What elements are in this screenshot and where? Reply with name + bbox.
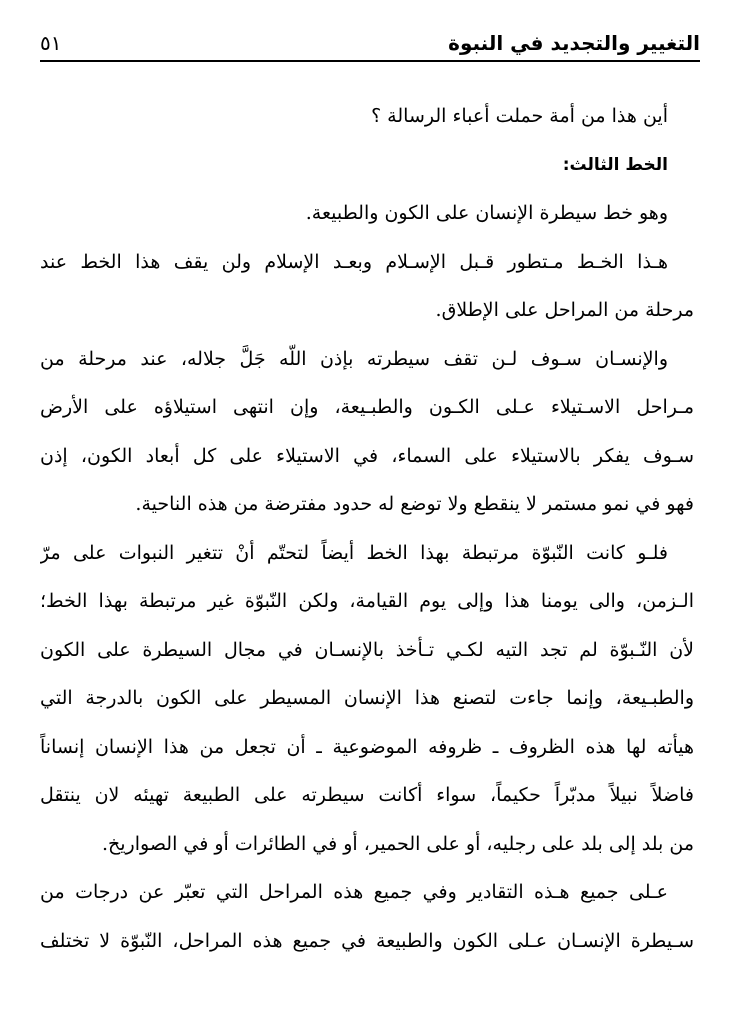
header-divider xyxy=(40,60,700,62)
running-title: التغيير والتجديد في النبوة xyxy=(448,31,700,55)
text-line: أين هذا من أمة حملت أعباء الرسالة ؟ xyxy=(371,105,668,127)
text-line: هيأته لها هذه الظروف ـ ظروفه الموضوعية ـ أن تجعل من هذا الإنسان إنساناً xyxy=(40,735,694,758)
text-line: الـزمن، والى يومنا هذا وإلى يوم القيامة، ولكن النّبوّة غير مرتبطة بهذا الخط؛ xyxy=(40,590,694,612)
page-number: ٥١ xyxy=(40,31,62,55)
text-line: مـراحل الاسـتيلاء عـلى الكـون والطبـيعة، وإن انتهى استيلاؤه على الأرض xyxy=(40,396,694,418)
text-line: سـيطرة الإنسـان عـلى الكون والطبيعة في جميع هذه المراحل، النّبوّة لا تختلف xyxy=(40,929,694,952)
text-line: هـذا الخـط مـتطور قـبل الإسـلام وبعـد الإسلام ولن يقف هذا الخط عند xyxy=(40,250,668,273)
text-line: وهو خط سيطرة الإنسان على الكون والطبيعة. xyxy=(305,202,668,224)
text-line: والإنسـان سـوف لـن تقف سيطرته بإذن اللّه جَلَّ جلاله، عند مرحلة من xyxy=(40,347,668,370)
text-line: سـوف يفكر بالاستيلاء على السماء، في الاستيلاء على كل أبعاد الكون، إذن xyxy=(40,444,694,467)
text-line: مرحلة من المراحل على الإطلاق. xyxy=(435,299,694,321)
text-line: لأن النّـبوّة لم تجد التيه لكـي تـأخذ بالإنسـان في مجال السيطرة على الكون xyxy=(40,638,694,661)
page-body xyxy=(40,92,694,965)
page-header xyxy=(40,26,700,62)
text-line: فهو في نمو مستمر لا ينقطع ولا توضع له حدود مفترضة من هذه الناحية. xyxy=(135,493,694,515)
text-line: من بلد إلى بلد على رجليه، أو على الحمير، أو في الطائرات أو في الصواريخ. xyxy=(101,832,694,855)
text-line: فلـو كانت النّبوّة مرتبطة بهذا الخط أيضاً لتحتّم أنْ تتغير النبوات على مرّ xyxy=(40,541,668,564)
section-heading: الخط الثالث: xyxy=(562,154,668,175)
text-line: عـلى جميع هـذه التقادير وفي جميع هذه المراحل التي تعبّر عن درجات من xyxy=(40,881,668,903)
text-line: والطبـيعة، وإنما جاءت لتصنع هذا الإنسان المسيطر على الكون بالدرجة التي xyxy=(40,687,694,709)
text-line: فاضلاً نبيلاً مدبّراً حكيماً، سواء أكانت سيطرته على الطبيعة تهيئه لان ينتقل xyxy=(40,784,694,806)
